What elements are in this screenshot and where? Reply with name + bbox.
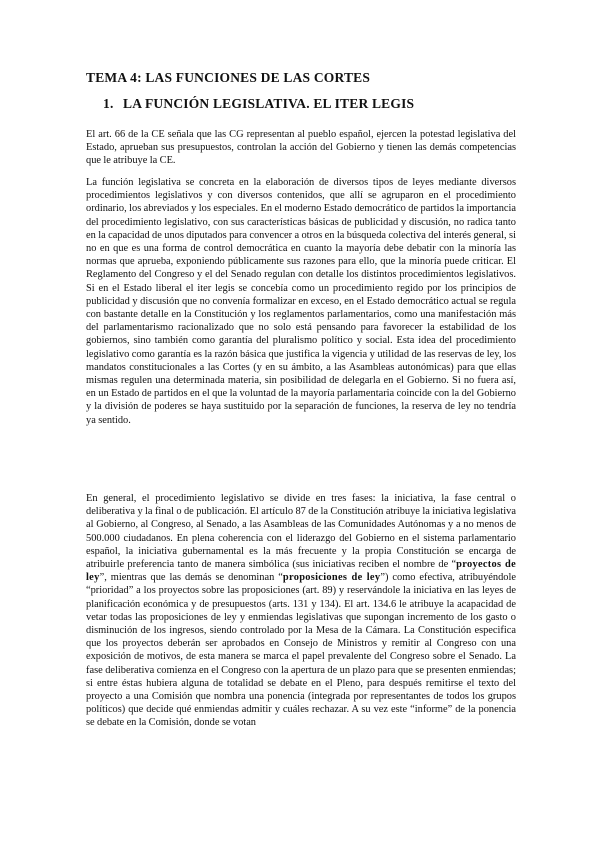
term-proyectos-de-ley: proyectos de ley [86,559,516,584]
document-title: TEMA 4: LAS FUNCIONES DE LAS CORTES [86,70,371,85]
paragraph-3 [86,492,516,837]
paragraph-3-text-a: En general, el procedimiento legislativo se divide en tres fases: la iniciativa, la fase central o deliberativa y la final o de publicación. El artículo 87 de la Constitución atribuye la iniciativa legislativa al Gobierno, al Congreso, al Senado, a las Asambleas de las Comunidades Autónomas y a no menos de 500.000 ciudadanos. En plena coherencia con el liderazgo del Gobierno en el sistema parlamentario español, la iniciativa gubernamental es la más frecuente y la propia Constitución se encarga de atribuirle preferencia tanto de manera simbólica (sus iniciativas reciben el nombre de “ [86,493,516,571]
term-proposiciones-de-ley: proposiciones de ley [282,572,381,584]
paragraph-3-text-c: ”, mientras que las demás se denominan “ [99,572,283,584]
paragraph-2: La función legislativa se concreta en la elaboración de diversos tipos de leyes mediante diversos procedimientos legislativos y con diversos contenidos, que allí se agruparon en el procedimiento ordinario, los abreviados y los especiales. En el moderno Estado democrático de partidos la importancia del procedimiento legislativo, con sus características básicas de publicidad y discusión, no radica tanto en la capacidad de unos diputados para convencer a otros en la búsqueda colectiva del interés general, si no en que es una forma de control democrática en cuanto la mayoría debe debatir con la minoría las normas que aprueba, exponiendo públicamente sus razones para ello, que la minoría puede criticar. El Reglamento del Congreso y el del Senado regulan con detalle los distintos procedimientos legislativos. Si en el Estado liberal el iter legis se concebía como un procedimiento regido por los principios de publicidad y discusión que no convenía formalizar en exceso, en el Estado democrático actual se regula con bastante detalle en la Constitución y los reglamentos parlamentarios, como una manifestación más del parlamentarismo racionalizado que no solo está pensando para favorecer la estabilidad de los gobiernos, sino también como garantía del pluralismo político y social. Esta idea del procedimiento legislativo como garantía es la razón básica que justifica la vigencia y utilidad de las reservas de ley, los mandatos constitucionales a las Cortes (y en su ámbito, a las Asambleas autonómicas) para que ellas mismas regulen una determinada materia, sin posibilidad de delegarla en el Gobierno. Si no fuera así, en un Estado de partidos en el que la voluntad de la mayoría parlamentaria coincide con la del Gobierno y la división de poderes se haya sustituido por la separación de funciones, la reserva de ley no tendría ya sentido. [86,177,516,426]
section-heading [103,96,523,112]
section-title: LA FUNCIÓN LEGISLATIVA. EL ITER LEGIS [123,96,415,111]
section-number: 1. [103,96,114,111]
paragraph-1: El art. 66 de la CE señala que las CG representan al pueblo español, ejercen la potestad legislativa del Estado, aprueban sus presupuestos, controlan la acción del Gobierno y tienen las demás competencias que le atribuye la CE. [86,129,516,167]
paragraph-3-text-e: ”) como efectiva, atribuyéndole “prioridad” a los proyectos sobre las proposiciones (art. 89) y reservándole la iniciativa en las leyes de planificación económica y de presupuestos (arts. 131 y 134). El art. 134.6 le atribuye la acapacidad de vetar todas las proposiciones de ley y enmiendas legislativas que supongan incremento de los gasto o disminución de los ingresos, siendo controlado por la Mesa de la Cámara. La Constitución especifica que los proyectos deberán ser aprobados en Consejo de Ministros y remitir al Congreso con una exposición de motivos, de esta manera se marca el papel prevalente del Congreso sobre el Senado. La fase deliberativa comienza en el Congreso con la apertura de un plazo para que se presenten enmiendas; si entre éstas hubiera alguna de totalidad se debate en el Pleno, para después remitirse el texto del proyecto a una Comisión que nombra una ponencia (integrada por representantes de todos los grupos políticos) que decide qué enmiendas admitir y cuáles rechazar. A su vez este “informe” de la ponencia se debate en la Comisión, donde se votan [86,572,516,729]
